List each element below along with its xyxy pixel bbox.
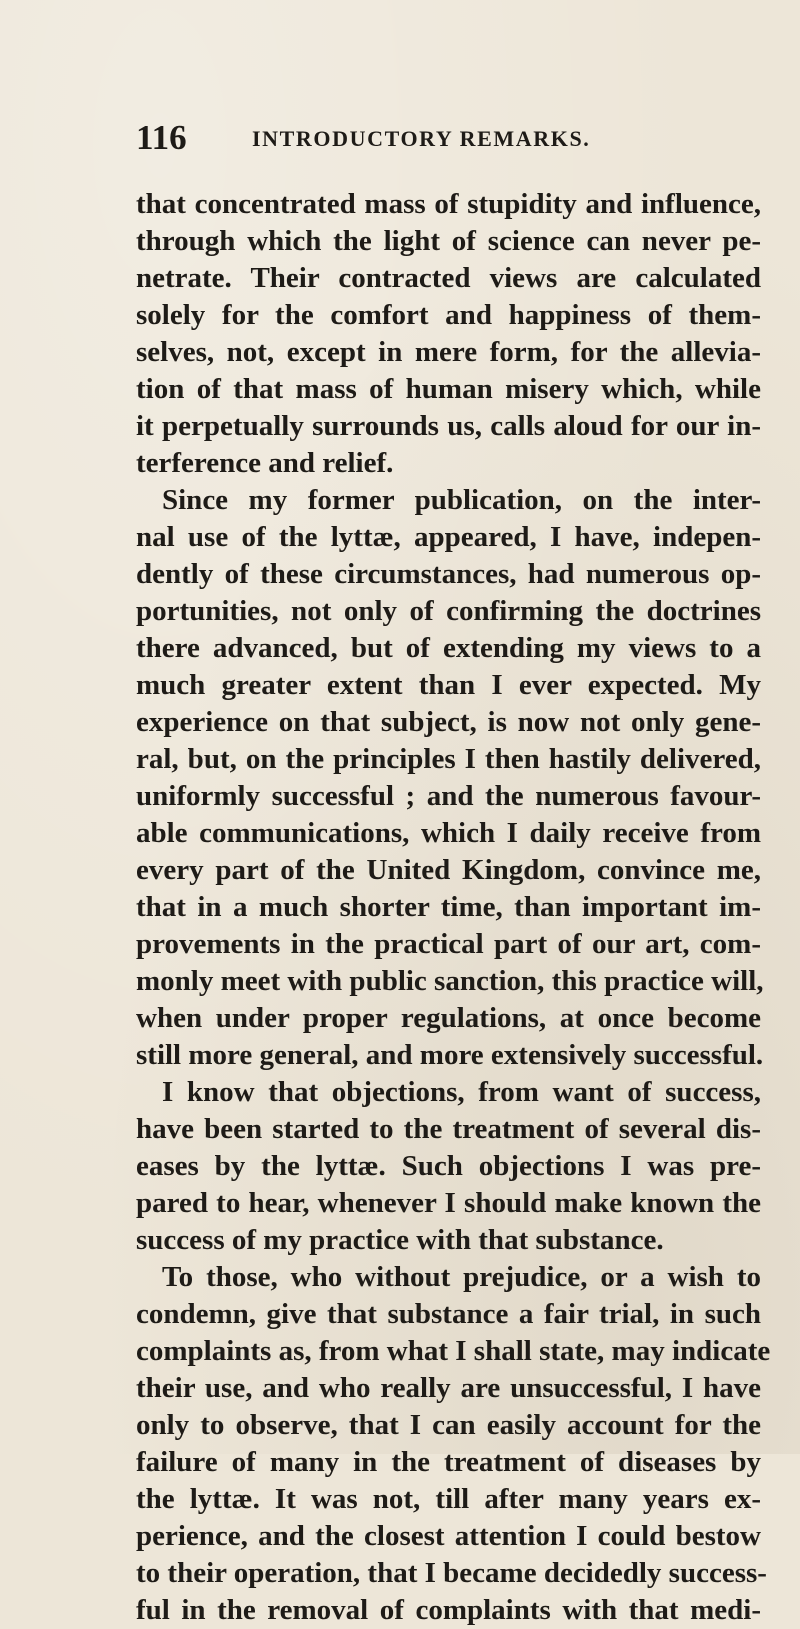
- text-line: Since my former publication, on the inter-: [162, 484, 761, 516]
- text-line: portunities, not only of confirming the doctrines: [136, 595, 761, 627]
- text-line: monly meet with public sanction, this practice will,: [136, 965, 764, 997]
- text-line: through which the light of science can never pe-: [136, 225, 761, 257]
- text-line: uniformly successful ; and the numerous favour-: [136, 780, 761, 812]
- text-line: have been started to the treatment of several dis-: [136, 1113, 761, 1145]
- text-line: it perpetually surrounds us, calls aloud for our in-: [136, 410, 761, 442]
- text-line: that concentrated mass of stupidity and influence,: [136, 188, 761, 220]
- body-text: [136, 186, 771, 1629]
- text-line: to their operation, that I became decidedly success-: [136, 1557, 767, 1589]
- text-line: perience, and the closest attention I could bestow: [136, 1520, 761, 1552]
- text-line: ful in the removal of complaints with that medi-: [136, 1594, 761, 1626]
- text-line: netrate. Their contracted views are calculated: [136, 262, 761, 294]
- text-line: nal use of the lyttæ, appeared, I have, indepen-: [136, 521, 761, 553]
- text-line: still more general, and more extensively successful.: [136, 1039, 764, 1071]
- text-line: terference and relief.: [136, 447, 394, 479]
- text-line: success of my practice with that substance.: [136, 1224, 664, 1256]
- text-line: complaints as, from what I shall state, may indicate: [136, 1335, 771, 1367]
- text-line: much greater extent than I ever expected. My: [136, 669, 761, 701]
- text-line: selves, not, except in mere form, for the allevia-: [136, 336, 761, 368]
- text-line: condemn, give that substance a fair trial, in such: [136, 1298, 761, 1330]
- text-line: eases by the lyttæ. Such objections I was pre-: [136, 1150, 761, 1182]
- text-line: tion of that mass of human misery which, while: [136, 373, 761, 405]
- running-head: [136, 118, 756, 158]
- running-title: INTRODUCTORY REMARKS.: [252, 126, 591, 151]
- text-line: To those, who without prejudice, or a wish to: [162, 1261, 761, 1293]
- text-line: the lyttæ. It was not, till after many years ex-: [136, 1483, 761, 1515]
- text-line: I know that objections, from want of success,: [162, 1076, 761, 1108]
- page-number: 116: [136, 118, 187, 157]
- text-line: solely for the comfort and happiness of them-: [136, 299, 761, 331]
- text-line: there advanced, but of extending my views to a: [136, 632, 761, 664]
- text-line: pared to hear, whenever I should make known the: [136, 1187, 761, 1219]
- text-line: when under proper regulations, at once become: [136, 1002, 761, 1034]
- text-line: only to observe, that I can easily account for the: [136, 1409, 761, 1441]
- text-line: their use, and who really are unsuccessful, I have: [136, 1372, 761, 1404]
- text-line: failure of many in the treatment of diseases by: [136, 1446, 761, 1478]
- text-line: able communications, which I daily receive from: [136, 817, 761, 849]
- text-line: ral, but, on the principles I then hastily delivered,: [136, 743, 761, 775]
- text-line: provements in the practical part of our art, com-: [136, 928, 761, 960]
- text-line: dently of these circumstances, had numerous op-: [136, 558, 761, 590]
- text-line: every part of the United Kingdom, convince me,: [136, 854, 761, 886]
- text-line: experience on that subject, is now not only gene-: [136, 706, 761, 738]
- text-line: that in a much shorter time, than important im-: [136, 891, 761, 923]
